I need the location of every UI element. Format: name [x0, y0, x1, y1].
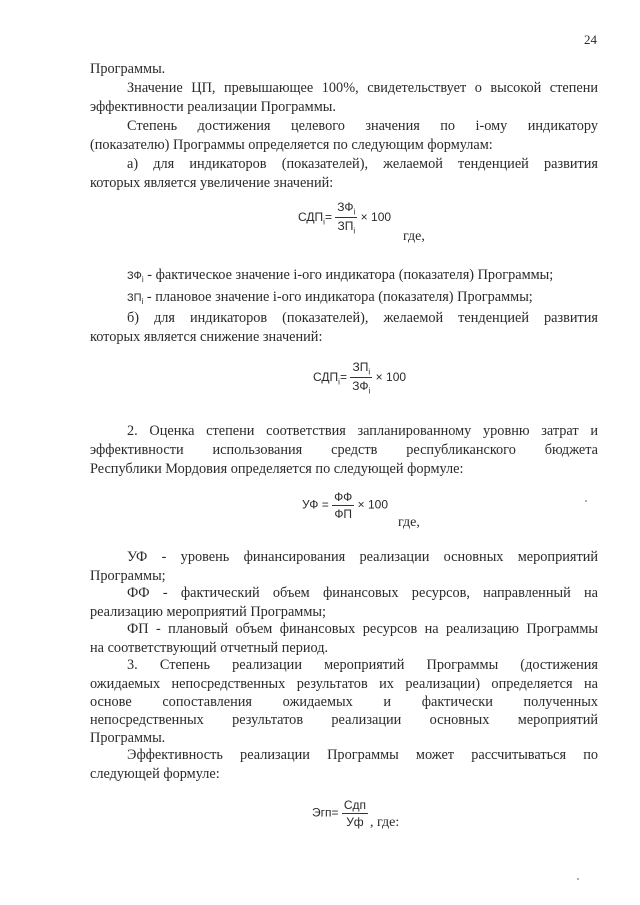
text-line: Программы.	[90, 61, 166, 77]
formula-eq: =	[324, 210, 332, 225]
formula-denominator: $ЗП_i$	[337, 219, 356, 236]
formula-tail: × 100	[357, 497, 389, 512]
text-line: которых является увеличение значений:	[90, 175, 334, 191]
text-line: ожидаемых непосредственных результатов их реализации) определяется на	[90, 676, 598, 692]
symbol-zp: $ЗП_i$	[127, 292, 144, 307]
where-word: где,	[398, 515, 420, 530]
page-number: 24	[584, 32, 597, 47]
formula-uf: УФ = $\frac{ФФ}{ФП}$ × 100	[302, 490, 389, 521]
text-line: Программы.	[90, 730, 166, 746]
formula-lhs-sub: i	[323, 217, 325, 227]
definition-zp-text: - плановое значение i-ого индикатора (показателя) Программы;	[146, 289, 533, 305]
formula-denominator: ФП	[334, 507, 353, 521]
text-line: эффективности использования средств республиканского бюджета	[90, 442, 598, 458]
text-line: на соответствующий отчетный период.	[90, 640, 329, 656]
formula-lhs: СДП	[298, 210, 324, 225]
where-word: , где:	[370, 815, 400, 830]
formula-fraction	[335, 200, 357, 236]
definition-zf-text: - фактическое значение i-ого индикатора (показателя) Программы;	[147, 267, 554, 283]
text-line: 3. Степень реализации мероприятий Программы (достижения	[127, 657, 598, 673]
formula-fraction	[350, 360, 372, 396]
text-line: (показателю) Программы определяется по следующим формулам:	[90, 137, 493, 153]
text-line: эффективности реализации Программы.	[90, 99, 336, 115]
text-line: ФП - плановый объем финансовых ресурсов на реализацию Программы	[127, 621, 598, 637]
text-line: Эффективность реализации Программы может рассчитываться по	[127, 747, 598, 763]
text-line: которых является снижение значений:	[90, 329, 323, 345]
scan-speck	[585, 500, 587, 502]
definition-zf	[127, 266, 598, 289]
text-line: следующей формуле:	[90, 766, 220, 782]
text-line: а) для индикаторов (показателей), желаемой тенденцией развития	[127, 156, 598, 172]
formula-denominator: Уф	[346, 815, 364, 829]
scan-speck	[577, 878, 579, 880]
formula-fraction	[342, 798, 368, 829]
formula-tail: × 100	[375, 370, 407, 385]
formula-sdp-increase	[298, 200, 391, 236]
formula-egp: Эгп= $\frac{\text{Сдп}}{Уф}$	[312, 798, 367, 829]
where-word: где,	[403, 229, 425, 244]
text-line: Республики Мордовия определяется по следующей формуле:	[90, 461, 464, 477]
formula-denominator: $ЗФ_i$	[352, 379, 371, 396]
formula-sdp-decrease: $СДП_i=$ $\frac{ЗП_i}{ЗФ_i}$ × 100	[313, 360, 407, 396]
text-line: Программы;	[90, 568, 166, 584]
text-line: 2. Оценка степени соответствия запланированному уровню затрат и	[127, 423, 598, 439]
formula-numerator: Сдп	[343, 798, 367, 812]
definition-zp	[127, 288, 598, 311]
text-line: УФ - уровень финансирования реализации основных мероприятий	[127, 549, 598, 565]
text-line: б) для индикаторов (показателей), желаемой тенденцией развития	[127, 310, 598, 326]
text-line: Значение ЦП, превышающее 100%, свидетельствует о высокой степени	[127, 80, 598, 96]
text-line: основе сопоставления ожидаемых и фактически полученных	[90, 694, 598, 710]
formula-tail: × 100	[360, 210, 392, 225]
symbol-zf: $ЗФ_i$	[127, 270, 144, 285]
formula-numerator: $ЗП_i$	[350, 360, 372, 378]
formula-numerator: $ЗФ_i$	[337, 200, 356, 217]
formula-fraction	[332, 490, 354, 521]
text-line: ФФ - фактический объем финансовых ресурсов, направленный на	[127, 585, 598, 601]
text-line: Степень достижения целевого значения по i-ому индикатору	[127, 118, 598, 134]
text-line: непосредственных результатов реализации основных мероприятий	[90, 712, 598, 728]
text-line: реализацию мероприятий Программы;	[90, 604, 326, 620]
formula-numerator: ФФ	[334, 490, 353, 504]
